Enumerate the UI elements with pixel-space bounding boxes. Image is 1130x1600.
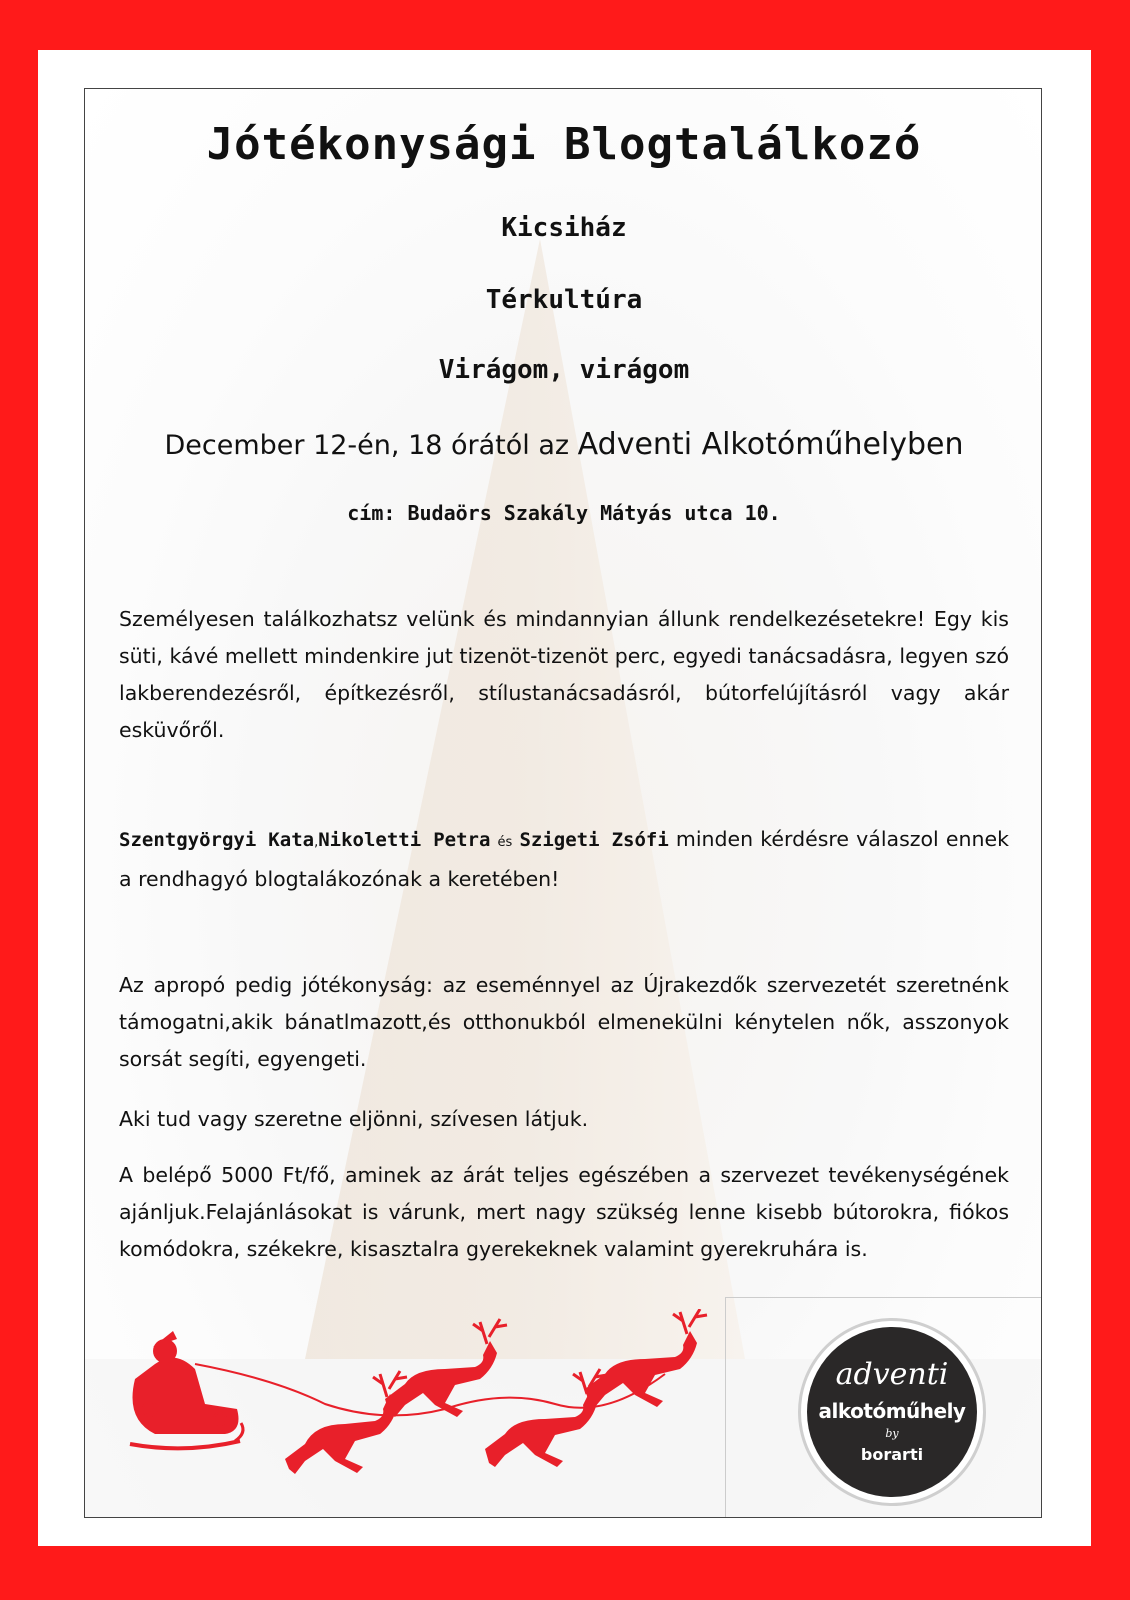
blog-name-viragom: Virágom, virágom <box>438 355 690 385</box>
host-name-2: Nikoletti Petra <box>318 829 491 851</box>
poster-frame <box>84 88 1042 1518</box>
logo-text-adventi: adventi <box>835 1357 949 1392</box>
event-date-line <box>85 427 1042 462</box>
reindeer-icon <box>285 1371 407 1474</box>
venue-name: Adventi Alkotóműhelyben <box>577 427 964 462</box>
reindeer-icon <box>385 1319 507 1417</box>
date-text: December 12-én, 18 órától az <box>164 430 578 461</box>
event-address: cím: Budaörs Szakály Mátyás utca 10. <box>347 501 781 525</box>
blog-name-kicsihaz: Kicsiház <box>501 213 627 243</box>
reindeer-icon <box>585 1309 707 1407</box>
blog-name-terkultura: Térkultúra <box>485 285 643 315</box>
paragraph-hosts <box>119 821 1009 898</box>
paragraph-charity: Az apropó pedig jótékonyság: az eseménnyel az Újrakezdők szervezetét szeretnénk támogatni,akik bánatlmazott,és otthonukból elmenekülni kénytelen nők, asszonyok sorsát segíti, egyengeti. <box>119 973 1009 1071</box>
logo-text-by: by <box>885 1427 899 1440</box>
hosts-text: minden kérdésre válaszol ennek a rendhagyó blogtalákozónak a keretében! <box>119 827 1009 891</box>
sleigh-icon <box>130 1331 243 1448</box>
host-separator-1: , <box>314 835 319 850</box>
page-title: Jótékonysági Blogtalálkozó <box>206 119 922 170</box>
paragraph-invite: Aki tud vagy szeretne eljönni, szívesen látjuk. <box>119 1107 589 1131</box>
paragraph-intro: Személyesen találkozhatsz velünk és mindannyian állunk rendelkezésetekre! Egy kis süti, kávé mellett mindenkire jut tizenöt-tizenöt perc, egyedi tanácsadásra, legyen szó lakberendezésről, építkezésről, stílustanácsadásról, bútorfelújításról vagy akár esküvőről. <box>119 607 1009 742</box>
host-name-1: Szentgyörgyi Kata <box>119 829 315 851</box>
reindeer-icon <box>485 1369 607 1467</box>
paragraph-entry-fee: A belépő 5000 Ft/fő, aminek az árát teljes egészében a szervezet tevékenységének ajánljuk.Felajánlásokat is várunk, mert nagy szükség lenne kisebb bútorokra, fiókos komódokra, székekre, kisasztalra gyerekeknek valamint gyerekruhára is. <box>119 1163 1009 1261</box>
logo-text-borarti: borarti <box>860 1445 924 1464</box>
host-name-3: Szigeti Zsófi <box>519 829 669 851</box>
host-separator-2: és <box>497 835 513 850</box>
logo-text-alkotomuhely: alkotóműhely <box>818 1399 966 1423</box>
santa-sleigh-reindeer-illustration <box>125 1309 725 1479</box>
logo-badge <box>807 1327 977 1497</box>
